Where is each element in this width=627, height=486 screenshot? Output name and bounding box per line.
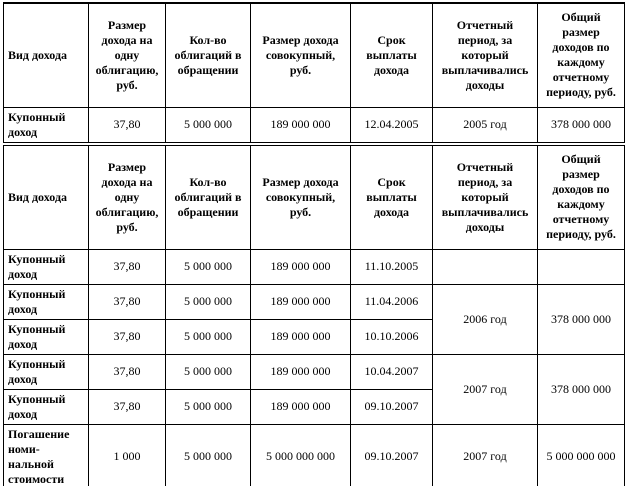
bonds-outstanding-cell: 5 000 000	[166, 354, 251, 389]
income-table-2005	[3, 2, 625, 143]
per-bond-amount-cell: 37,80	[89, 319, 166, 354]
header-bonds-outstanding: Кол-во облигаций в обращении	[166, 3, 251, 107]
header-period-total: Общий размер доходов по каждому отчетному периоду, руб.	[538, 145, 625, 249]
bonds-outstanding-cell: 5 000 000	[166, 249, 251, 284]
header-reporting-period: Отчетный период, за который выплачивались доходы	[433, 145, 538, 249]
income-type-cell: Купонный доход	[4, 354, 89, 389]
total-income-cell: 189 000 000	[251, 319, 351, 354]
income-table-2006-2007	[3, 145, 625, 486]
payment-date-cell: 11.10.2005	[351, 249, 433, 284]
total-income-cell: 189 000 000	[251, 389, 351, 424]
period-total-cell: 378 000 000	[538, 354, 625, 424]
table-row	[4, 249, 625, 284]
header-income-type: Вид дохода	[4, 145, 89, 249]
per-bond-amount-cell: 37,80	[89, 284, 166, 319]
table-row	[4, 284, 625, 319]
income-type-cell: Купонный доход	[4, 389, 89, 424]
reporting-period-cell: 2007 год	[433, 354, 538, 424]
reporting-period-cell: 2006 год	[433, 284, 538, 354]
header-row	[4, 145, 625, 249]
header-per-bond-amount: Размер дохода на одну облигацию, руб.	[89, 3, 166, 107]
per-bond-amount-cell: 37,80	[89, 389, 166, 424]
total-income-cell: 189 000 000	[251, 249, 351, 284]
header-total-income: Размер дохода совокупный, руб.	[251, 145, 351, 249]
payment-date-cell: 09.10.2007	[351, 389, 433, 424]
header-payment-date: Срок выплаты дохода	[351, 145, 433, 249]
period-total-cell	[538, 249, 625, 284]
payment-date-cell: 10.10.2006	[351, 319, 433, 354]
header-total-income: Размер дохода совокупный, руб.	[251, 3, 351, 107]
table-row	[4, 107, 625, 142]
bonds-outstanding-cell: 5 000 000	[166, 319, 251, 354]
payment-date-cell: 11.04.2006	[351, 284, 433, 319]
header-income-type: Вид дохода	[4, 3, 89, 107]
bonds-outstanding-cell: 5 000 000	[166, 107, 251, 142]
per-bond-amount-cell: 37,80	[89, 354, 166, 389]
header-period-total: Общий размер доходов по каждому отчетному периоду, руб.	[538, 3, 625, 107]
income-type-cell: Погашение номи-нальной стоимости	[4, 424, 89, 486]
total-income-cell: 189 000 000	[251, 284, 351, 319]
payment-date-cell: 10.04.2007	[351, 354, 433, 389]
period-total-cell: 378 000 000	[538, 284, 625, 354]
bonds-outstanding-cell: 5 000 000	[166, 389, 251, 424]
reporting-period-cell: 2005 год	[433, 107, 538, 142]
period-total-cell: 5 000 000 000	[538, 424, 625, 486]
per-bond-amount-cell: 37,80	[89, 249, 166, 284]
per-bond-amount-cell: 37,80	[89, 107, 166, 142]
table-row	[4, 424, 625, 486]
header-bonds-outstanding: Кол-во облигаций в обращении	[166, 145, 251, 249]
reporting-period-cell	[433, 249, 538, 284]
table-row	[4, 354, 625, 389]
period-total-cell: 378 000 000	[538, 107, 625, 142]
per-bond-amount-cell: 1 000	[89, 424, 166, 486]
income-type-cell: Купонный доход	[4, 249, 89, 284]
income-type-cell: Купонный доход	[4, 319, 89, 354]
income-type-cell: Купонный доход	[4, 107, 89, 142]
reporting-period-cell: 2007 год	[433, 424, 538, 486]
total-income-cell: 5 000 000 000	[251, 424, 351, 486]
payment-date-cell: 09.10.2007	[351, 424, 433, 486]
income-type-cell: Купонный доход	[4, 284, 89, 319]
total-income-cell: 189 000 000	[251, 107, 351, 142]
total-income-cell: 189 000 000	[251, 354, 351, 389]
header-payment-date: Срок выплаты дохода	[351, 3, 433, 107]
header-reporting-period: Отчетный период, за который выплачивались доходы	[433, 3, 538, 107]
header-per-bond-amount: Размер дохода на одну облигацию, руб.	[89, 145, 166, 249]
bonds-outstanding-cell: 5 000 000	[166, 424, 251, 486]
payment-date-cell: 12.04.2005	[351, 107, 433, 142]
header-row	[4, 3, 625, 107]
bonds-outstanding-cell: 5 000 000	[166, 284, 251, 319]
